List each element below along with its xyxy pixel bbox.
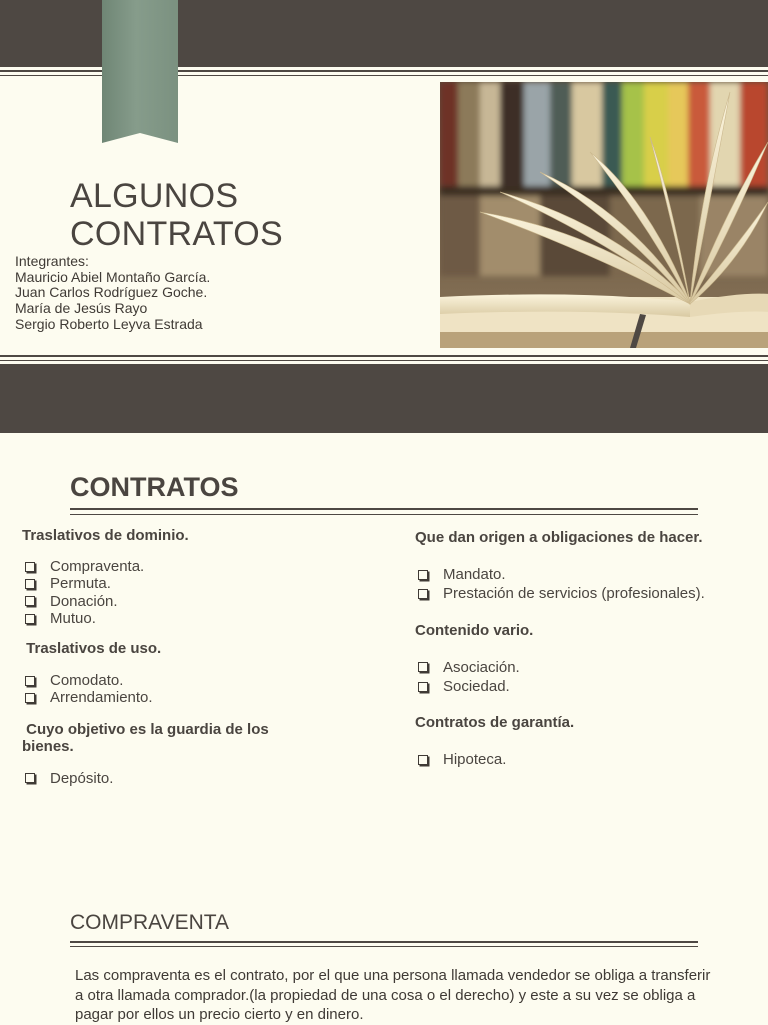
- member-name: Juan Carlos Rodríguez Goche.: [15, 284, 208, 301]
- title-line-1: ALGUNOS: [70, 177, 239, 215]
- open-book-illustration: [440, 82, 768, 348]
- list-item: Permuta.: [22, 575, 342, 592]
- section-obligaciones-hacer: [415, 529, 755, 604]
- mid-rule-2: [0, 360, 768, 361]
- list-item: Comodato.: [22, 672, 342, 689]
- checkbox-bullet-icon: [418, 682, 428, 692]
- item-list: [22, 558, 342, 627]
- checkbox-bullet-icon: [25, 693, 35, 703]
- checkbox-bullet-icon: [25, 773, 35, 783]
- list-item: Arrendamiento.: [22, 689, 342, 706]
- title-underline: [70, 508, 698, 510]
- checkbox-bullet-icon: [418, 755, 428, 765]
- list-item: Hipoteca.: [415, 750, 755, 769]
- list-item: Depósito.: [22, 770, 342, 787]
- section-heading: Cuyo objetivo es la guardia de los bienes.: [22, 720, 273, 755]
- section-heading: Traslativos de uso.: [22, 640, 162, 658]
- section-translativos-uso: [22, 640, 342, 707]
- checkbox-bullet-icon: [25, 596, 35, 606]
- members-label: Integrantes:: [15, 253, 89, 269]
- list-item: Mutuo.: [22, 610, 342, 627]
- open-book-photo: [440, 82, 768, 348]
- item-list: [22, 672, 342, 707]
- section-heading: Contenido vario.: [415, 621, 534, 639]
- checkbox-bullet-icon: [418, 589, 428, 599]
- bookmark-ribbon: [102, 0, 178, 143]
- section-contenido-vario: [415, 622, 755, 697]
- compraventa-definition: Las compraventa es el contrato, por el que una persona llamada vendedor se obliga a transferir a otra llamada comprador.(la propiedad de una cosa o el derecho) y este a su vez se obliga a pagar por ellos un precio cierto y en dinero.: [75, 967, 711, 1023]
- compraventa-title: COMPRAVENTA: [70, 911, 230, 934]
- checkbox-bullet-icon: [418, 662, 428, 672]
- item-list: [415, 658, 755, 697]
- checkbox-bullet-icon: [25, 614, 35, 624]
- item-list: [415, 750, 755, 769]
- compraventa-underline-thin: [70, 946, 698, 947]
- title-line-2: CONTRATOS: [70, 215, 284, 253]
- mid-rule-1: [0, 355, 768, 357]
- list-item: Compraventa.: [22, 558, 342, 575]
- member-name: María de Jesús Rayo: [15, 300, 148, 317]
- compraventa-underline: [70, 941, 698, 943]
- contracts-title: CONTRATOS: [70, 472, 239, 502]
- section-translativos-dominio: [22, 527, 342, 627]
- checkbox-bullet-icon: [418, 570, 428, 580]
- section-heading: Contratos de garantía.: [415, 714, 575, 732]
- section-heading: Traslativos de dominio.: [22, 527, 189, 544]
- item-list: [415, 565, 755, 604]
- section-heading: Que dan origen a obligaciones de hacer.: [415, 529, 703, 546]
- list-item: Donación.: [22, 593, 342, 610]
- right-column: [415, 529, 755, 769]
- section-garantia: [415, 714, 755, 769]
- list-item: Asociación.: [415, 658, 755, 677]
- list-item: Sociedad.: [415, 677, 755, 696]
- checkbox-bullet-icon: [25, 579, 35, 589]
- member-name: Sergio Roberto Leyva Estrada: [15, 315, 203, 332]
- title-underline-thin: [70, 514, 698, 515]
- list-item: Prestación de servicios (profesionales).: [415, 584, 755, 603]
- members-block: [15, 254, 210, 333]
- list-item: Mandato.: [415, 565, 755, 584]
- checkbox-bullet-icon: [25, 562, 35, 572]
- left-column: [22, 527, 342, 787]
- member-name: Mauricio Abiel Montaño García.: [15, 268, 211, 285]
- item-list: [22, 770, 342, 787]
- section-guardia-bienes: [22, 721, 342, 787]
- title-slide-1: [70, 177, 400, 253]
- checkbox-bullet-icon: [25, 676, 35, 686]
- mid-band: [0, 364, 768, 433]
